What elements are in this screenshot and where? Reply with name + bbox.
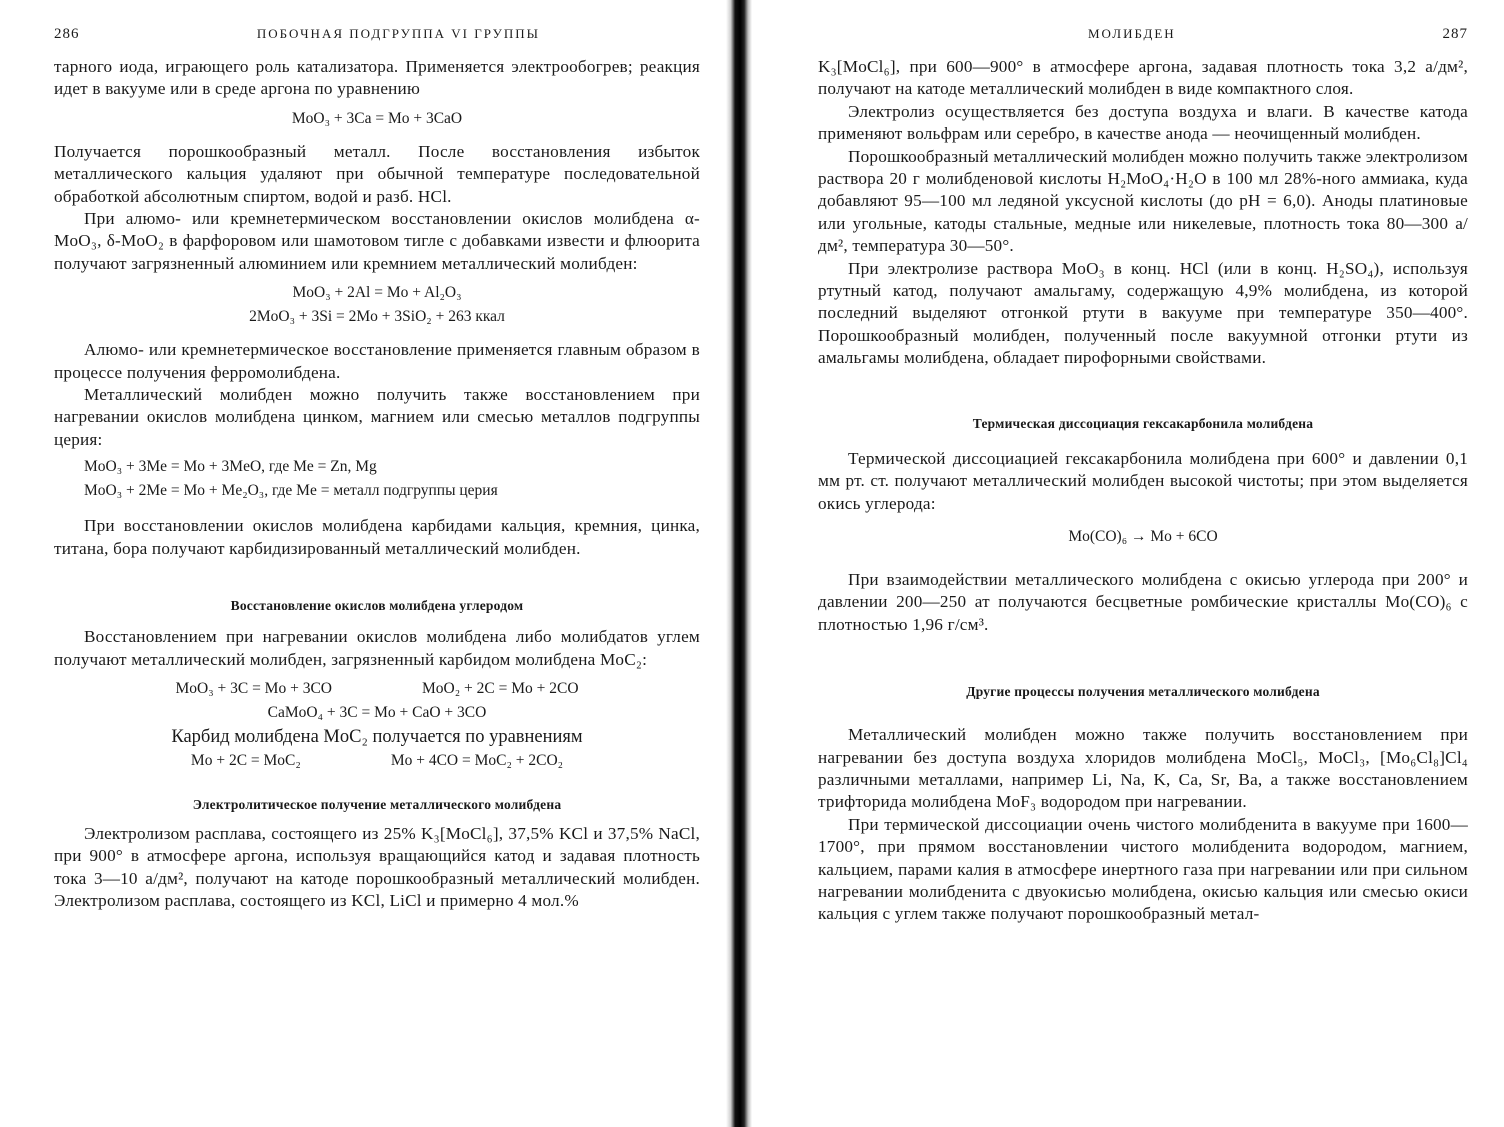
paragraph: K₃[MoCl₆], при 600—900° в атмосфере аргона, задавая плотность тока 3,2 а/дм², получают на катоде металлический молибден в виде компактного слоя. xyxy=(818,57,1468,99)
right-page xyxy=(760,0,1504,1127)
paragraph: Металлический молибден можно получить также восстановлением при нагревании окислов молибдена цинком, магнием или смесью металлов подгруппы церия: xyxy=(54,385,700,449)
equation: CaMoO₄ + 3C = Mo + CaO + 3CO xyxy=(267,703,487,721)
page-number: 287 xyxy=(1442,26,1468,42)
paragraph: тарного иода, играющего роль катализатора. Применяется электрообогрев; реакция идет в вакууме или в среде аргона по уравнению xyxy=(54,57,700,99)
paragraph: При термической диссоциации очень чистого молибденита в вакууме при 1600—1700°, при прямом восстановлении чистого молибденита водородом, магнием, кальцием, парами калия в атмосфере инертного газа при нагревании или при сильном нагревании молибденита с двуокисью молибдена, окисью кальция или смесью окиси кальция с углем также получают порошкообразный метал- xyxy=(818,814,1468,924)
paragraph: Электролиз осуществляется без доступа воздуха и влаги. В качестве катода применяют вольфрам или серебро, в качестве анода — неочищенный молибден. xyxy=(818,101,1468,144)
running-title: МОЛИБДЕН xyxy=(1088,26,1176,41)
running-head-left xyxy=(54,26,700,56)
equation: MoO₃ + 3Ca = Mo + 3CaO xyxy=(291,109,463,127)
equation: MoO₂ + 2C = Mo + 2CO xyxy=(422,679,579,697)
paragraph: Восстановлением при нагревании окислов молибдена либо молибдатов углем получают металлический молибден, загрязненный карбидом молибдена MoC₂: xyxy=(54,627,700,669)
left-page xyxy=(0,0,730,1127)
running-head-right xyxy=(818,26,1468,56)
section-heading: Восстановление окислов молибдена углеродом xyxy=(230,598,524,614)
section-heading: Другие процессы получения металлического молибдена xyxy=(966,684,1320,700)
section-heading: Электролитическое получение металлического молибдена xyxy=(192,796,562,812)
paragraph: Получается порошкообразный металл. После восстановления избыток металлического кальция удаляют при обычной температуре последовательной обработкой абсолютным спиртом, водой и разб. HCl. xyxy=(54,141,700,206)
equation: Mo(CO)₆ → Mo + 6CO xyxy=(1068,527,1218,545)
section-heading: Термическая диссоциация гексакарбонила молибдена xyxy=(972,415,1314,431)
paragraph: Карбид молибдена MoC₂ получается по уравнениям xyxy=(171,726,583,747)
equation: MoO₃ + 3Me = Mo + 3MeO, где Me = Zn, Mg xyxy=(84,458,377,476)
paragraph: При взаимодействии металлического молибдена с окисью углерода при 200° и давлении 200—250 ат получаются бесцветные ромбические кристаллы Mo(CO)₆ с плотностью 1,96 г/см³. xyxy=(818,569,1468,634)
page-number: 286 xyxy=(54,26,80,42)
equation: Mo + 2C = MoC₂ xyxy=(190,751,301,769)
equation: MoO₃ + 2Me = Mo + Me₂O₃, где Me = металл подгруппы церия xyxy=(84,482,498,500)
equation: MoO₃ + 2Al = Mo + Al₂O₃ xyxy=(292,284,462,302)
paragraph: Алюмо- или кремнетермическое восстановление применяется главным образом в процессе получения ферромолибдена. xyxy=(54,340,700,382)
paragraph: Электролизом расплава, состоящего из 25% K₃[MoCl₆], 37,5% KCl и 37,5% NaCl, при 900° в атмосфере аргона, используя вращающийся катод и задавая плотность тока 3—10 а/дм², получают на катоде порошкообразный металлический молибден. Электролизом расплава, состоящего из KCl, LiCl и примерно 4 мол.% xyxy=(54,823,700,911)
equation-row xyxy=(54,677,700,701)
paragraph: При восстановлении окислов молибдена карбидами кальция, кремния, цинка, титана, бора получают карбидизированный металлический молибден. xyxy=(54,516,700,558)
paragraph: Термической диссоциацией гексакарбонила молибдена при 600° и давлении 0,1 мм рт. ст. получают металлический молибден высокой чистоты; при этом выделяется окись углерода: xyxy=(818,448,1468,513)
paragraph: При электролизе раствора MoO₃ в конц. HCl (или в конц. H₂SO₄), используя ртутный катод, получают амальгаму, содержащую 4,9% молибдена, из которой последний выделяют отгонкой ртути в вакууме при температуре 350—400°. Порошкообразный молибден, полученный после вакуумной отгонки ртути из амальгамы молибдена, обладает пирофорными свойствами. xyxy=(818,258,1468,368)
equation: MoO₃ + 3C = Mo + 3CO xyxy=(175,679,332,697)
equation: Mo + 4CO = MoC₂ + 2CO₂ xyxy=(390,751,564,769)
equation-row xyxy=(54,749,700,773)
paragraph: Металлический молибден можно также получить восстановлением при нагревании без доступа воздуха хлоридов молибдена MoCl₅, MoCl₃, [Mo₆Cl₈]Cl₄ различными металлами, например Li, Na, K, Ca, Sr, Ba, а также восстановлением трифторида молибдена MoF₃ водородом при нагревании. xyxy=(818,725,1468,812)
paragraph: При алюмо- или кремнетермическом восстановлении окислов молибдена α-MoO₃, δ-MoO₂ в фарфоровом или шамотовом тигле с добавками извести и флюорита получают загрязненный алюминием или кремнием металлический молибден: xyxy=(54,209,700,273)
running-title: ПОБОЧНАЯ ПОДГРУППА VI ГРУППЫ xyxy=(256,26,540,41)
paragraph: Порошкообразный металлический молибден можно получить также электролизом раствора 20 г молибденовой кислоты H₂MoO₄·H₂O в 100 мл 28%-ного аммиака, куда добавляют 95—100 мл ледяной уксусной кислоты (до pH = 6,0). Аноды платиновые или угольные, катоды стальные, медные или никелевые, плотность тока 80—300 а/дм², температура 30—50°. xyxy=(818,146,1468,256)
equation: 2MoO₃ + 3Si = 2Mo + 3SiO₂ + 263 ккал xyxy=(249,308,505,326)
